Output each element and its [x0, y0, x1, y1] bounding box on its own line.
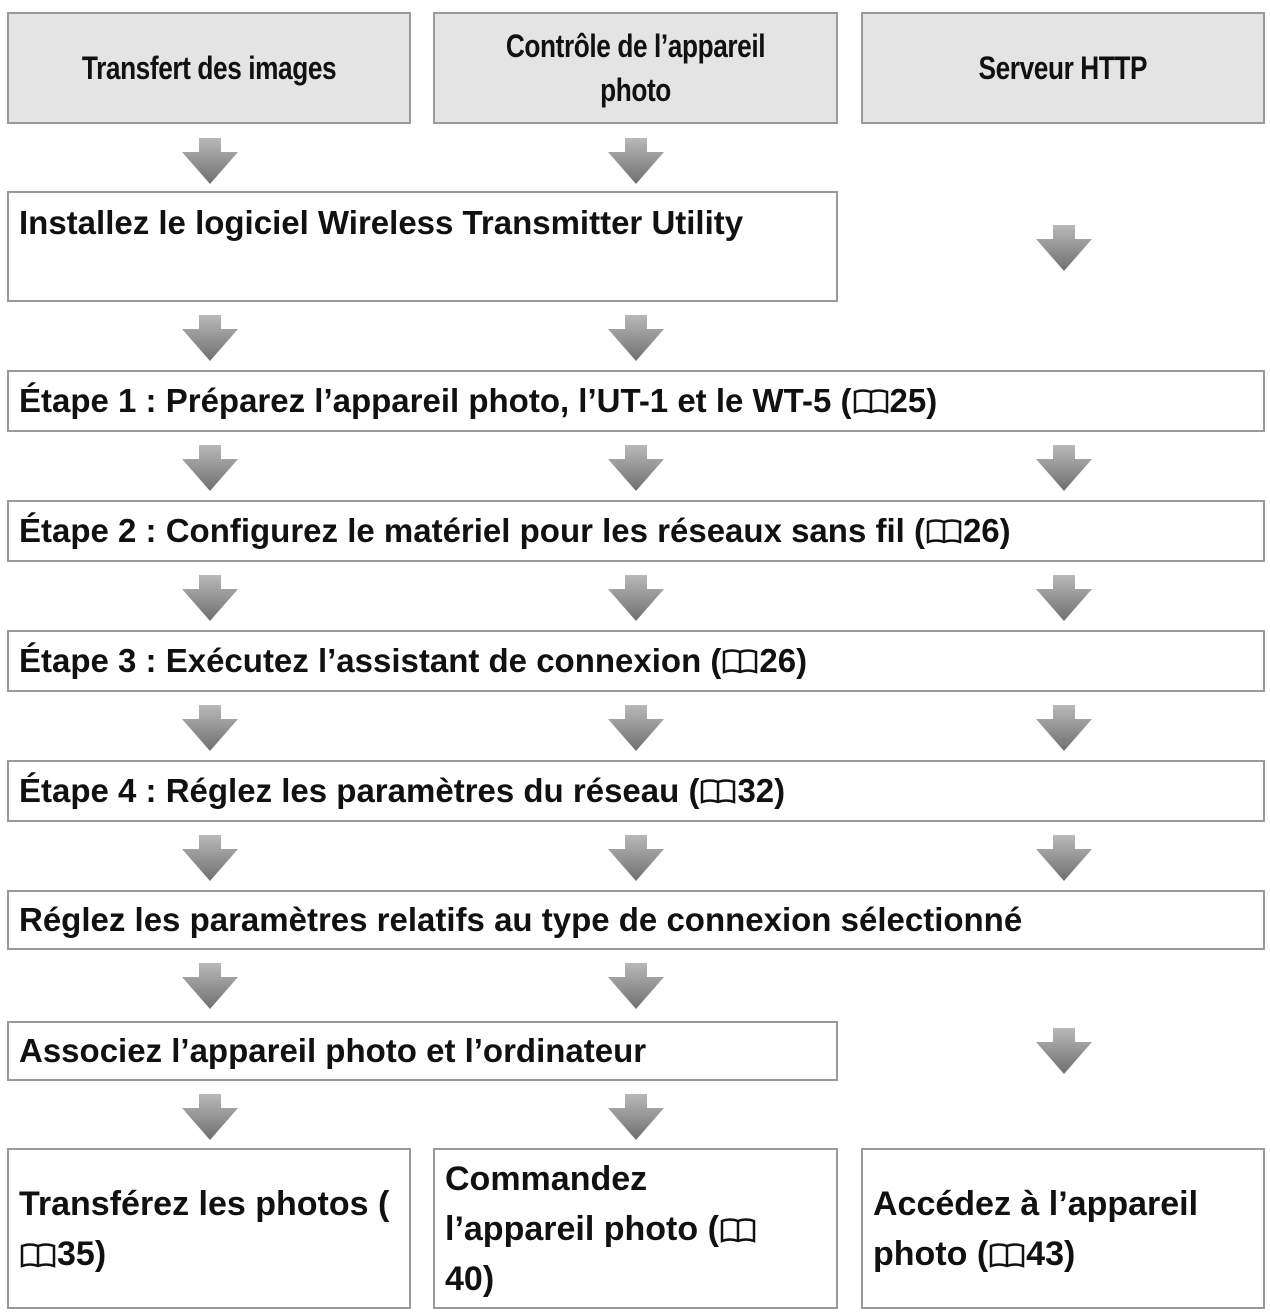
down-arrow-icon — [606, 963, 666, 1009]
down-arrow-icon — [180, 1094, 240, 1140]
down-arrow-icon — [1034, 225, 1094, 271]
book-icon — [989, 1242, 1025, 1268]
outcome-control-camera: Commandez l’appareil photo (40) — [433, 1148, 838, 1309]
down-arrow-icon — [1034, 1028, 1094, 1074]
down-arrow-icon — [180, 575, 240, 621]
header-http-server: Serveur HTTP — [861, 12, 1265, 124]
outcome-access-camera: Accédez à l’appareil photo ( 43) — [861, 1148, 1265, 1309]
down-arrow-icon — [606, 575, 666, 621]
down-arrow-icon — [180, 445, 240, 491]
outcome-transfer-photos: Transférez les photos (35) — [7, 1148, 411, 1309]
down-arrow-icon — [1034, 835, 1094, 881]
step-4-box: Étape 4 : Réglez les paramètres du réseau ( 32 ) — [7, 760, 1265, 822]
book-icon — [720, 1217, 756, 1243]
install-software-box: Installez le logiciel Wireless Transmitter Utility — [7, 191, 838, 302]
down-arrow-icon — [606, 835, 666, 881]
step-1-box: Étape 1 : Préparez l’appareil photo, l’UT-1 et le WT-5 ( 25 ) — [7, 370, 1265, 432]
header-camera-control: Contrôle de l’appareil photo — [433, 12, 838, 124]
down-arrow-icon — [606, 138, 666, 184]
down-arrow-icon — [180, 963, 240, 1009]
connection-type-box: Réglez les paramètres relatifs au type de connexion sélectionné — [7, 890, 1265, 950]
book-icon — [722, 648, 758, 674]
down-arrow-icon — [180, 315, 240, 361]
book-icon — [853, 388, 889, 414]
book-icon — [700, 778, 736, 804]
down-arrow-icon — [180, 835, 240, 881]
step-2-box: Étape 2 : Configurez le matériel pour les réseaux sans fil ( 26 ) — [7, 500, 1265, 562]
down-arrow-icon — [606, 705, 666, 751]
pair-camera-computer-box: Associez l’appareil photo et l’ordinateur — [7, 1021, 838, 1081]
book-icon — [926, 518, 962, 544]
down-arrow-icon — [180, 138, 240, 184]
down-arrow-icon — [606, 1094, 666, 1140]
step-3-box: Étape 3 : Exécutez l’assistant de connexion ( 26 ) — [7, 630, 1265, 692]
down-arrow-icon — [1034, 445, 1094, 491]
down-arrow-icon — [180, 705, 240, 751]
down-arrow-icon — [1034, 575, 1094, 621]
down-arrow-icon — [606, 315, 666, 361]
down-arrow-icon — [1034, 705, 1094, 751]
book-icon — [20, 1242, 56, 1268]
down-arrow-icon — [606, 445, 666, 491]
header-transfer: Transfert des images — [7, 12, 411, 124]
